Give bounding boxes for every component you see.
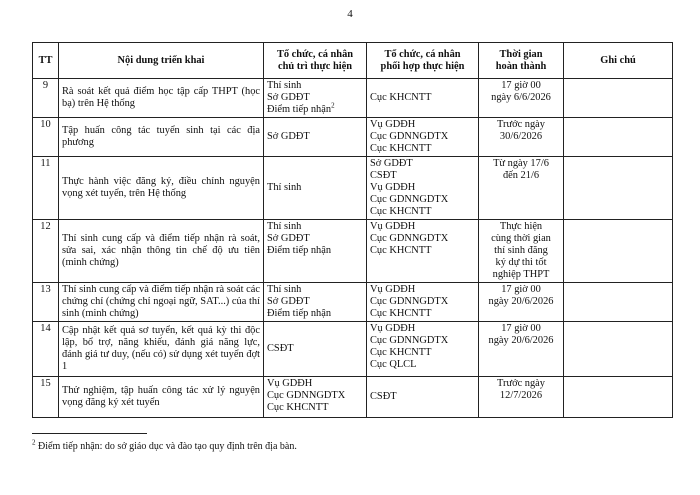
row-number: 12 [33,220,59,283]
coordinating-organization: Cục KHCNTT [370,206,432,217]
completion-time-line: Trước ngày [497,378,545,389]
coordinating-organization: Cục QLCL [370,359,417,370]
coordinating-organizations [367,283,479,322]
completion-time-line: 12/7/2026 [499,390,543,401]
table-body [33,79,673,418]
note-cell [564,220,673,283]
row-number: 10 [33,118,59,157]
coordinating-organization: Vụ GDĐH [370,323,416,334]
table-row [33,157,673,220]
completion-time-line: ngày 6/6/2026 [491,92,551,103]
task-content: Thử nghiệm, tập huấn công tác xử lý nguyện vọng đăng ký xét tuyển [59,377,264,418]
row-number: 15 [33,377,59,418]
coordinating-organization: Vụ GDĐH [370,221,416,232]
coordinating-organization: Cục GDNNGDTX [370,296,449,307]
header-coordinate-line: phối hợp thực hiện [380,60,465,72]
header-lead-line: Tổ chức, cá nhân [276,48,354,60]
task-content: Cập nhật kết quả sơ tuyển, kết quả kỳ thi độc lập, bổ trợ, năng khiếu, đánh giá năng lực, đánh giá tư duy, (nếu có) sử dụng xét tuyển đợt 1 [59,322,264,377]
lead-organizations [264,322,367,377]
coordinating-organization: CSĐT [370,170,397,181]
lead-organization: Điểm tiếp nhận [267,308,332,319]
coordinating-organization: Cục KHCNTT [370,347,432,358]
completion-time-line: cùng thời gian [491,233,551,244]
deployment-plan-table [32,42,673,418]
completion-time-line: 17 giờ 00 [501,284,541,295]
table-header-row [33,43,673,79]
header-deadline [479,43,564,79]
lead-organization: Sở GDĐT [267,92,310,103]
lead-organization: Vụ GDĐH [267,378,313,389]
coordinating-organization: Cục GDNNGDTX [370,233,449,244]
task-content: Rà soát kết quả điểm học tập cấp THPT (học bạ) trên Hệ thống [59,79,264,118]
table-row [33,322,673,377]
coordinating-organization: Cục GDNNGDTX [370,131,449,142]
lead-organizations [264,157,367,220]
lead-organization: Điểm tiếp nhận [267,104,332,115]
row-number: 11 [33,157,59,220]
table-row [33,377,673,418]
task-content: Thí sinh cung cấp và điểm tiếp nhận rà soát các chứng chỉ (chứng chỉ ngoại ngữ, SAT...) của thí sinh (minh chứng) [59,283,264,322]
completion-time-line: thí sinh đăng [494,245,548,256]
coordinating-organization: Cục KHCNTT [370,308,432,319]
page-number: 4 [347,8,353,20]
coordinating-organizations [367,377,479,418]
completion-time-line: ngày 20/6/2026 [488,296,554,307]
lead-organizations [264,377,367,418]
row-number: 13 [33,283,59,322]
lead-organization: Thí sinh [267,182,302,193]
lead-organizations [264,118,367,157]
completion-time-line: 30/6/2026 [499,131,543,142]
task-content: Tập huấn công tác tuyển sinh tại các địa phương [59,118,264,157]
note-cell [564,157,673,220]
footnote-text: Điểm tiếp nhận: do sở giáo dục và đào tạo quy định trên địa bàn. [35,441,297,452]
note-cell [564,79,673,118]
coordinating-organizations [367,157,479,220]
note-cell [564,118,673,157]
completion-time [479,220,564,283]
lead-organization: CSĐT [267,343,294,354]
coordinating-organization: Cục KHCNTT [370,245,432,256]
table-row [33,283,673,322]
lead-organization-line [267,101,363,116]
lead-organizations [264,79,367,118]
table-row [33,220,673,283]
completion-time [479,283,564,322]
completion-time [479,322,564,377]
coordinating-organization: Vụ GDĐH [370,182,416,193]
completion-time-line: 17 giờ 00 [501,80,541,91]
row-number: 9 [33,79,59,118]
note-cell [564,322,673,377]
coordinating-organizations [367,79,479,118]
lead-organization: Cục GDNNGDTX [267,390,346,401]
coordinating-organizations [367,322,479,377]
table-row [33,118,673,157]
header-lead-line: chủ trì thực hiện [277,60,353,72]
lead-organization: Thí sinh [267,221,302,232]
completion-time [479,377,564,418]
completion-time-line: đến 21/6 [502,170,540,181]
completion-time-line: ngày 20/6/2026 [488,335,554,346]
completion-time [479,79,564,118]
header-deadline-line: Thời gian [499,48,543,60]
lead-organization: Sở GDĐT [267,233,310,244]
completion-time [479,118,564,157]
footnote-reference[interactable]: 2 [331,101,335,110]
lead-organizations [264,283,367,322]
lead-organization: Cục KHCNTT [267,402,329,413]
coordinating-organization: Vụ GDĐH [370,284,416,295]
lead-organization: Sở GDĐT [267,131,310,142]
coordinating-organization: Cục GDNNGDTX [370,335,449,346]
coordinating-organization: Cục KHCNTT [370,143,432,154]
footnote-divider [32,433,147,434]
row-number: 14 [33,322,59,377]
lead-organizations [264,220,367,283]
coordinating-organization: CSĐT [370,391,397,402]
coordinating-organization: Cục GDNNGDTX [370,194,449,205]
header-deadline-line: hoàn thành [495,60,547,72]
header-tt: TT [33,43,59,79]
header-coordinate-line: Tổ chức, cá nhân [384,48,461,60]
header-coordinate [367,43,479,79]
lead-organization: Sở GDĐT [267,296,310,307]
completion-time-line: Trước ngày [497,119,545,130]
coordinating-organization: Sở GDĐT [370,158,413,169]
task-content: Thí sinh cung cấp và điểm tiếp nhận rà soát, sửa sai, xác nhận thông tin chế độ ưu tiên (minh chứng) [59,220,264,283]
task-content: Thực hành việc đăng ký, điều chỉnh nguyện vọng xét tuyển, trên Hệ thống [59,157,264,220]
table-row [33,79,673,118]
lead-organization: Thí sinh [267,80,302,91]
coordinating-organization: Vụ GDĐH [370,119,416,130]
note-cell [564,377,673,418]
footnote-marker: 2 [32,438,36,447]
completion-time-line: nghiệp THPT [492,269,550,280]
lead-organization: Thí sinh [267,284,302,295]
header-content: Nội dung triển khai [59,43,264,79]
completion-time-line: Thực hiện [499,221,543,232]
completion-time-line: Từ ngày 17/6 [493,158,549,169]
lead-organization: Điểm tiếp nhận [267,245,332,256]
coordinating-organizations [367,118,479,157]
header-note: Ghi chú [564,43,673,79]
note-cell [564,283,673,322]
completion-time-line: ký dự thi tốt [495,257,547,268]
header-lead [264,43,367,79]
coordinating-organizations [367,220,479,283]
completion-time-line: 17 giờ 00 [501,323,541,334]
footnote [32,438,297,452]
completion-time [479,157,564,220]
coordinating-organization: Cục KHCNTT [370,92,432,103]
